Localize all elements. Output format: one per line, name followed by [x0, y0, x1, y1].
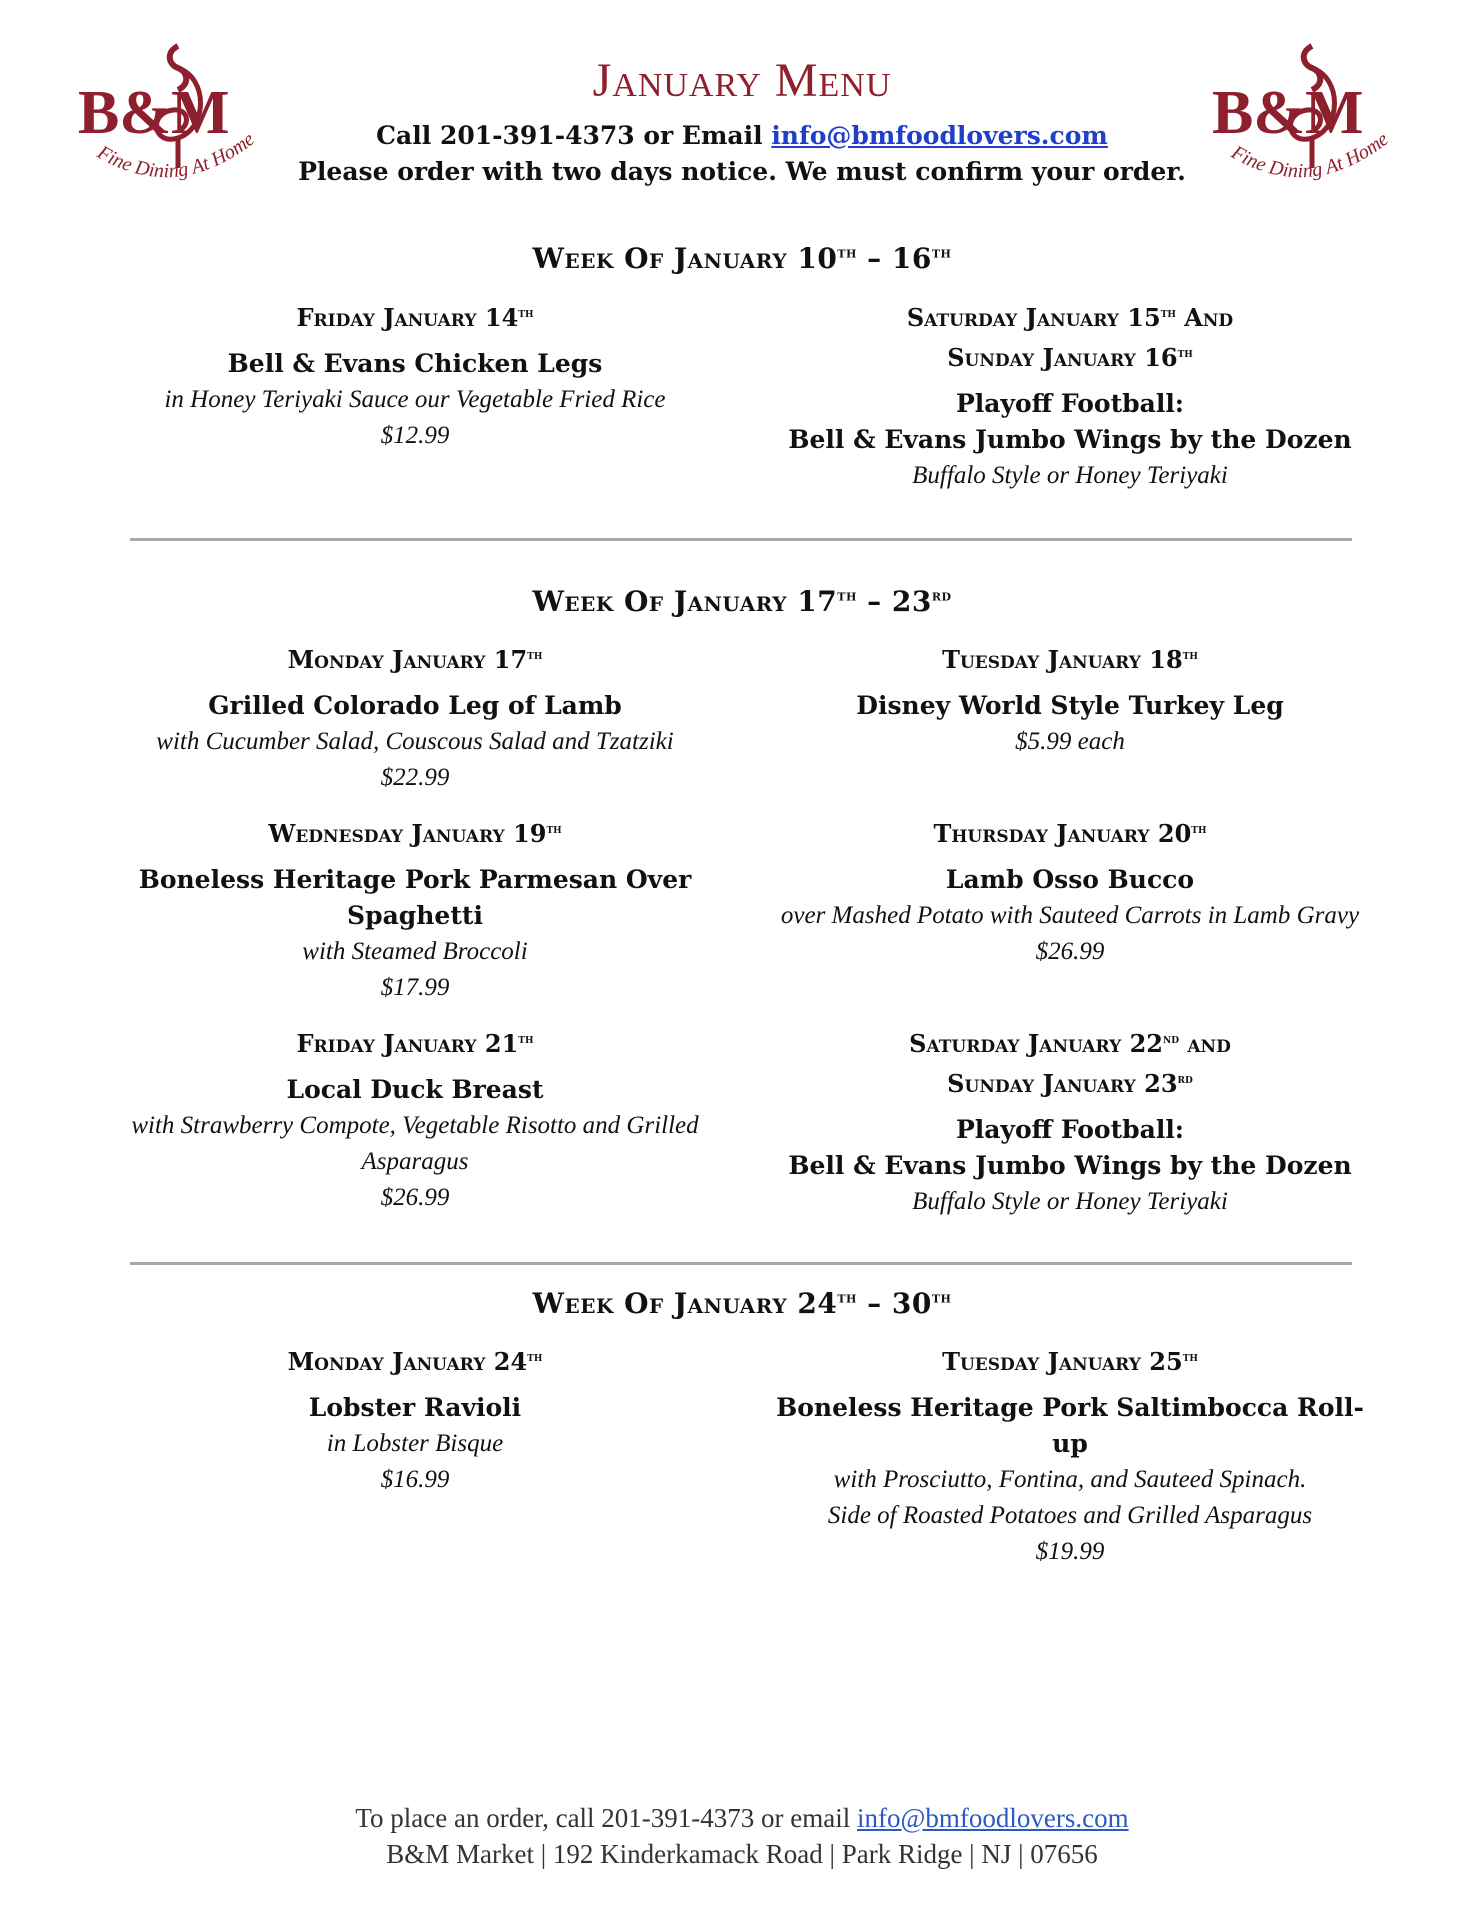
day-heading: Friday January 21th [296, 1029, 534, 1058]
dish-name: Local Duck Breast [286, 1075, 544, 1104]
week-1-friday [115, 296, 715, 454]
week-3-monday [115, 1340, 715, 1498]
section-divider [130, 1262, 1352, 1265]
dish-name: Bell & Evans Jumbo Wings by the Dozen [788, 425, 1352, 454]
week-3-tuesday [770, 1340, 1370, 1570]
page-title: January Menu [592, 54, 892, 107]
dish-name: Bell & Evans Jumbo Wings by the Dozen [788, 1151, 1352, 1180]
contact-line [0, 118, 1484, 154]
week-2-weekend [770, 1022, 1370, 1220]
logo-tagline: Fine Dining At Home [93, 128, 259, 183]
logo-text: B&M [1212, 79, 1364, 147]
dish-name: Playoff Football: [955, 389, 1185, 418]
day-heading: Tuesday January 25th [942, 1347, 1198, 1376]
dish-description: with Cucumber Salad, Couscous Salad and Tzatziki [156, 728, 674, 755]
dish-name: Playoff Football: [955, 1115, 1185, 1144]
dish-name: Boneless Heritage Pork Parmesan Over [138, 865, 692, 894]
dish-price: $16.99 [380, 1466, 450, 1493]
week-2-thursday [770, 812, 1370, 970]
section-divider [130, 538, 1352, 541]
contact-phone: Call 201-391-4373 or Email [376, 121, 772, 150]
dish-name: Lamb Osso Bucco [945, 865, 1195, 894]
dish-price: $19.99 [1035, 1538, 1105, 1565]
footer-order-line: To place an order, call 201-391-4373 or email info@bmfoodlovers.com [355, 1803, 1129, 1833]
dish-description: Buffalo Style or Honey Teriyaki [912, 1188, 1228, 1215]
dish-description: Side of Roasted Potatoes and Grilled Asparagus [827, 1502, 1313, 1529]
dish-price: $17.99 [380, 974, 450, 1001]
dish-description: with Prosciutto, Fontina, and Sauteed Spinach. [833, 1466, 1307, 1493]
week-1-title: Week Of January 10th – 16th [532, 242, 952, 275]
week-3-title: Week Of January 24th – 30th [532, 1287, 952, 1320]
dish-name: Spaghetti [347, 901, 483, 930]
week-2-wednesday [115, 812, 715, 1006]
dish-name: Boneless Heritage Pork Saltimbocca Roll-up [776, 1393, 1364, 1458]
day-heading: Saturday January 22nd and [909, 1029, 1231, 1058]
week-2-friday [115, 1022, 715, 1216]
dish-description: with Strawberry Compote, Vegetable Risotto and Grilled [131, 1112, 699, 1139]
day-heading: Monday January 24th [287, 1347, 543, 1376]
dish-description: in Honey Teriyaki Sauce our Vegetable Fried Rice [164, 386, 666, 413]
dish-description: in Lobster Bisque [326, 1430, 504, 1457]
day-heading: Sunday January 16th [947, 343, 1193, 372]
dish-description: with Steamed Broccoli [302, 938, 528, 965]
day-heading: Wednesday January 19th [268, 819, 562, 848]
dish-price: $12.99 [380, 422, 450, 449]
day-heading: Monday January 17th [287, 645, 543, 674]
day-heading: Saturday January 15th And [906, 303, 1234, 332]
order-notice: Please order with two days notice. We must confirm your order. [298, 157, 1186, 186]
dish-name: Disney World Style Turkey Leg [856, 691, 1284, 720]
dish-name: Lobster Ravioli [308, 1393, 522, 1422]
dish-price: $22.99 [380, 764, 450, 791]
page-footer [0, 1800, 1484, 1872]
dish-description: Asparagus [361, 1148, 469, 1175]
dish-name: Grilled Colorado Leg of Lamb [208, 691, 622, 720]
day-heading: Tuesday January 18th [942, 645, 1198, 674]
week-2-title: Week Of January 17th – 23rd [532, 585, 952, 618]
dish-name: Bell & Evans Chicken Legs [227, 349, 603, 378]
logo-text: B&M [78, 79, 230, 147]
dish-price: $26.99 [1035, 938, 1105, 965]
footer-address: B&M Market | 192 Kinderkamack Road | Park Ridge | NJ | 07656 [386, 1839, 1098, 1869]
week-1-weekend [770, 296, 1370, 494]
logo-tagline: Fine Dining At Home [1227, 128, 1393, 183]
dish-description: Buffalo Style or Honey Teriyaki [912, 462, 1228, 489]
day-heading: Thursday January 20th [933, 819, 1207, 848]
day-heading: Sunday January 23rd [947, 1069, 1193, 1098]
week-2-monday [115, 638, 715, 796]
dish-price: $5.99 each [1015, 728, 1125, 755]
dish-price: $26.99 [380, 1184, 450, 1211]
day-heading: Friday January 14th [296, 303, 534, 332]
footer-email-link[interactable]: info@bmfoodlovers.com [857, 1803, 1129, 1833]
dish-description: over Mashed Potato with Sauteed Carrots in Lamb Gravy [780, 902, 1360, 929]
menu-header [0, 50, 1484, 190]
contact-email-link[interactable]: info@bmfoodlovers.com [771, 121, 1108, 150]
week-2-tuesday [770, 638, 1370, 760]
